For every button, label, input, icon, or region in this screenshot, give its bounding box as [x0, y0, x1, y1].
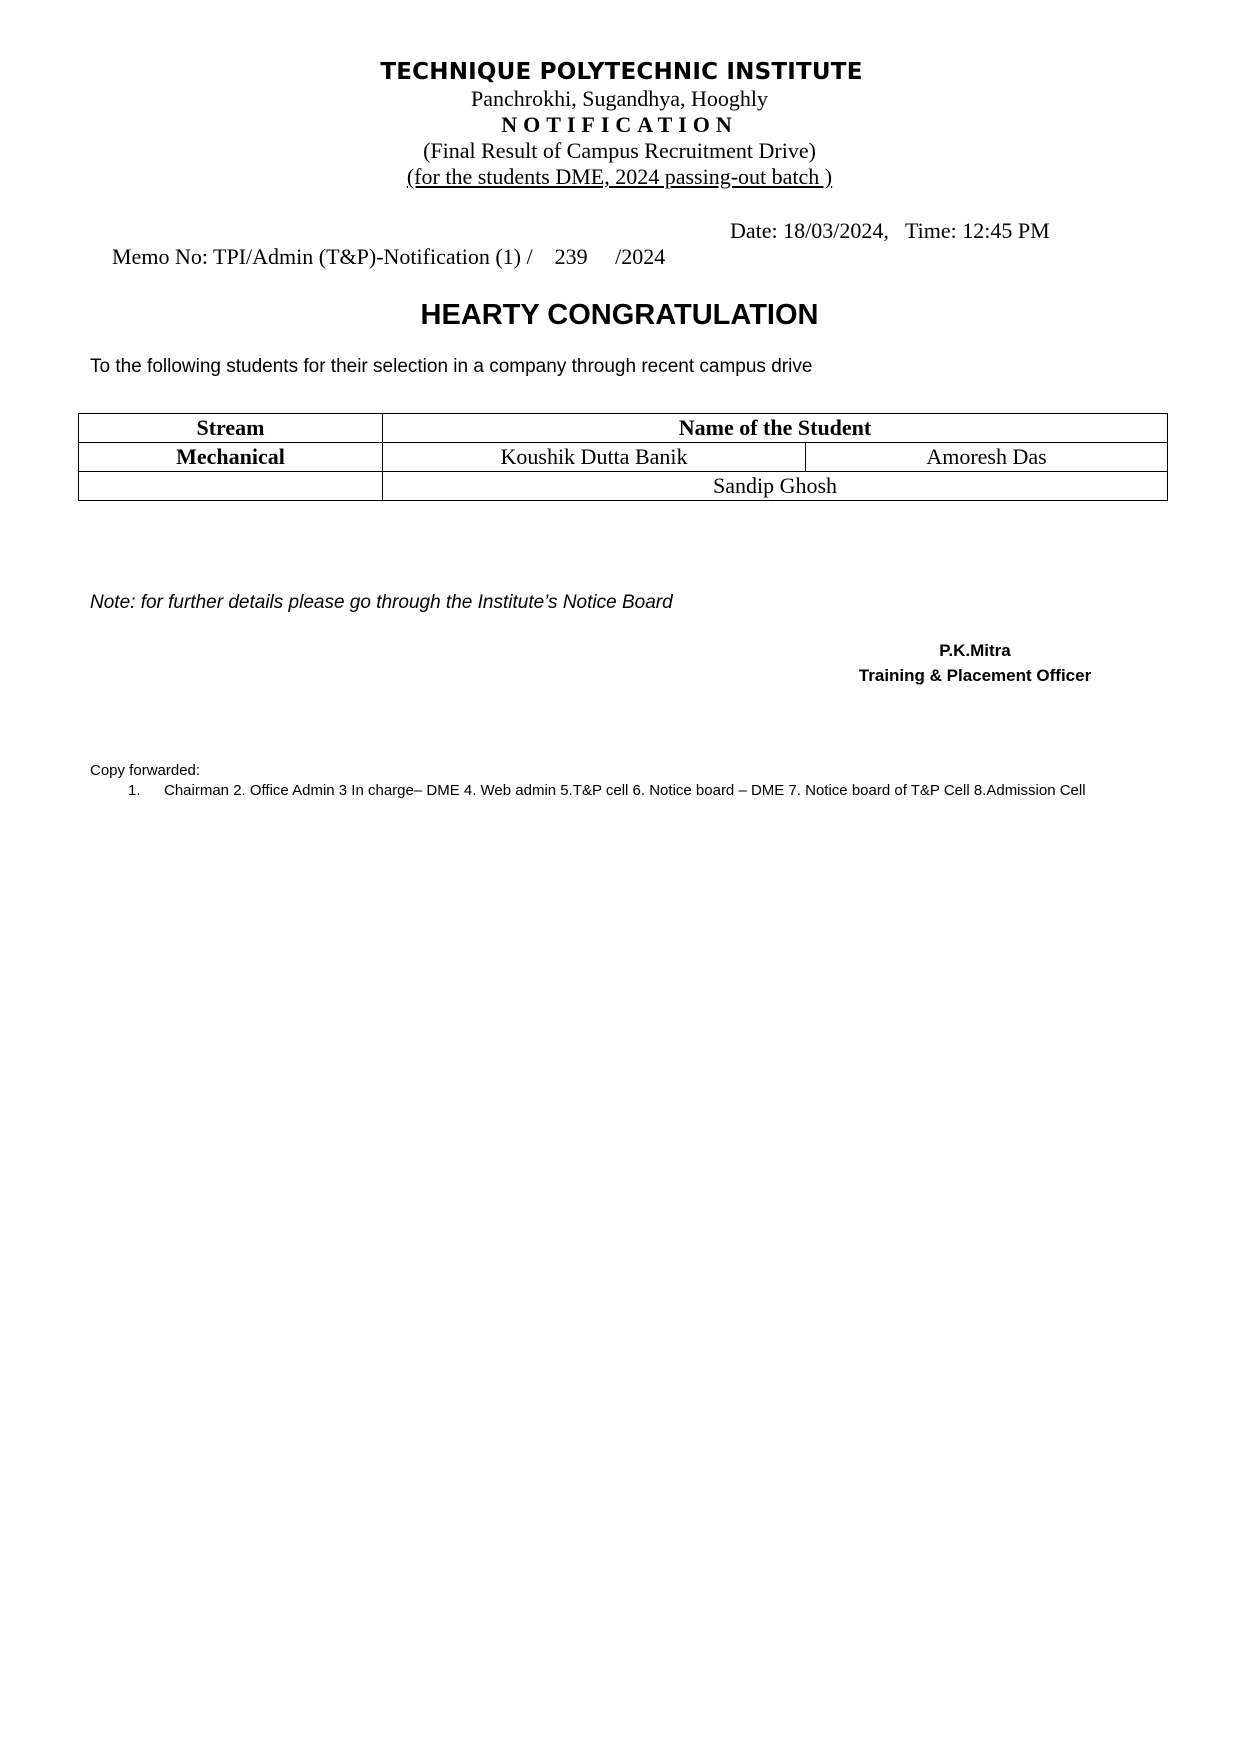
table-row [79, 472, 1168, 501]
header-student-name: Name of the Student [383, 414, 1168, 443]
list-item-number: 1. [128, 782, 141, 799]
intro-text: To the following students for their selection in a company through recent campus drive [90, 356, 813, 377]
notification-subtitle: (Final Result of Campus Recruitment Drive) [423, 138, 816, 163]
table-row [79, 443, 1168, 472]
stream-cell [79, 472, 383, 501]
memo-number: Memo No: TPI/Admin (T&P)-Notification (1) / 239 /2024 [112, 244, 666, 269]
stream-cell: Mechanical [79, 443, 383, 472]
congratulation-heading: HEARTY CONGRATULATION [420, 299, 819, 331]
institute-name: TECHNIQUE POLYTECHNIC INSTITUTE [380, 59, 863, 85]
student-name-cell: Amoresh Das [806, 443, 1168, 472]
memo-date-time: Date: 18/03/2024, Time: 12:45 PM [730, 218, 1050, 243]
header-stream: Stream [79, 414, 383, 443]
batch-line: (for the students DME, 2024 passing-out batch ) [406, 164, 833, 189]
notification-title: NOTIFICATION [501, 112, 738, 137]
table-header-row [79, 414, 1168, 443]
copy-forwarded-list [128, 781, 1086, 801]
student-name-cell: Sandip Ghosh [383, 472, 1168, 501]
signatory-name: P.K.Mitra [939, 641, 1011, 660]
signatory-title: Training & Placement Officer [858, 666, 1092, 685]
institute-address: Panchrokhi, Sugandhya, Hooghly [471, 86, 768, 111]
result-table [78, 413, 1168, 501]
signature-block [810, 638, 1140, 688]
copy-forwarded-label: Copy forwarded: [90, 762, 201, 779]
note-text: Note: for further details please go through the Institute’s Notice Board [90, 592, 673, 613]
list-item: Chairman 2. Office Admin 3 In charge– DME 4. Web admin 5.T&P cell 6. Notice board – DME 7. Notice board of T&P Cell 8.Admission Cell [164, 782, 1086, 799]
document-header [0, 58, 1239, 190]
student-name-cell: Koushik Dutta Banik [383, 443, 806, 472]
